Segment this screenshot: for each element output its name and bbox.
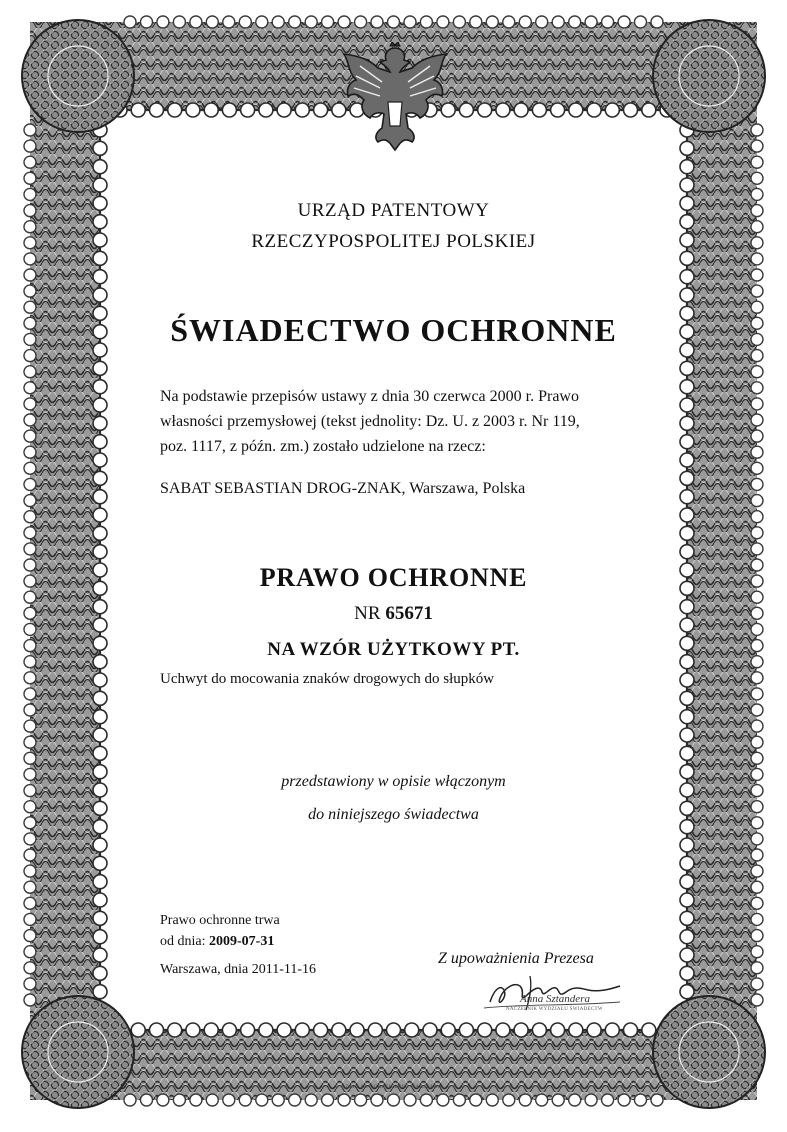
frame-scallop xyxy=(478,103,492,117)
frame-scallop xyxy=(355,1094,367,1106)
frame-scallop xyxy=(24,897,36,909)
frame-scallop xyxy=(24,350,36,362)
frame-scallop xyxy=(168,103,182,117)
frame-scallop xyxy=(24,978,36,990)
frame-scallop xyxy=(259,1023,273,1037)
frame-scallop xyxy=(150,103,164,117)
frame-scallop xyxy=(405,1023,419,1037)
frame-scallop xyxy=(651,1094,663,1106)
frame-scallop xyxy=(680,838,694,852)
frame-scallop xyxy=(24,913,36,925)
frame-scallop xyxy=(680,911,694,925)
utility-model-type: NA WZÓR UŻYTKOWY PT. xyxy=(267,639,520,660)
frame-scallop xyxy=(124,1094,136,1106)
frame-scallop xyxy=(680,985,694,999)
frame-scallop xyxy=(751,382,763,394)
frame-scallop xyxy=(93,875,107,889)
frame-scallop xyxy=(368,1023,382,1037)
frame-scallop xyxy=(24,849,36,861)
frame-scallop xyxy=(751,881,763,893)
frame-scallop xyxy=(93,361,107,375)
frame-scallop xyxy=(24,269,36,281)
frame-scallop xyxy=(486,16,498,28)
frame-scallop xyxy=(24,478,36,490)
frame-scallop xyxy=(751,350,763,362)
frame-scallop xyxy=(751,414,763,426)
frame-scallop xyxy=(437,16,449,28)
frame-scallop xyxy=(93,178,107,192)
frame-scallop xyxy=(496,1023,510,1037)
frame-scallop xyxy=(24,140,36,152)
frame-scallop xyxy=(751,543,763,555)
frame-scallop xyxy=(751,140,763,152)
frame-scallop xyxy=(680,380,694,394)
frame-scallop xyxy=(24,688,36,700)
frame-scallop xyxy=(486,1094,498,1106)
frame-scallop xyxy=(314,1023,328,1037)
frame-scallop xyxy=(93,435,107,449)
frame-scallop xyxy=(24,430,36,442)
frame-scallop xyxy=(24,591,36,603)
duration-from-label: od dnia: xyxy=(160,934,206,949)
frame-scallop xyxy=(387,1023,401,1037)
frame-scallop xyxy=(751,994,763,1006)
frame-scallop xyxy=(350,1023,364,1037)
frame-scallop xyxy=(680,435,694,449)
right-number-value: 65671 xyxy=(385,603,433,624)
frame-scallop xyxy=(680,160,694,174)
frame-scallop xyxy=(605,1023,619,1037)
frame-scallop xyxy=(680,270,694,284)
frame-scallop xyxy=(680,948,694,962)
legal-basis-text xyxy=(160,384,640,459)
frame-scallop xyxy=(24,752,36,764)
frame-scallop xyxy=(680,251,694,265)
frame-scallop xyxy=(680,893,694,907)
certificate-title: ŚWIADECTWO OCHRONNE xyxy=(170,312,617,348)
legal-basis-line1: Na podstawie przepisów ustawy z dnia 30 czerwca 2000 r. Prawo xyxy=(160,388,579,405)
description-line2: do niniejszego świadectwa xyxy=(308,806,479,823)
frame-scallop xyxy=(24,946,36,958)
frame-scallop xyxy=(751,478,763,490)
frame-scallop xyxy=(388,16,400,28)
frame-scallop xyxy=(478,1023,492,1037)
frame-scallop xyxy=(680,930,694,944)
frame-scallop xyxy=(624,1023,638,1037)
frame-scallop xyxy=(24,462,36,474)
frame-scallop xyxy=(388,1094,400,1106)
duration-from xyxy=(160,934,274,950)
frame-scallop xyxy=(751,495,763,507)
frame-scallop xyxy=(551,1023,565,1037)
right-number-prefix: NR xyxy=(354,603,381,624)
frame-scallop xyxy=(93,856,107,870)
frame-scallop xyxy=(371,16,383,28)
frame-scallop xyxy=(24,285,36,297)
frame-scallop xyxy=(239,1094,251,1106)
frame-scallop xyxy=(272,1094,284,1106)
frame-scallop xyxy=(141,1094,153,1106)
frame-scallop xyxy=(680,398,694,412)
frame-scallop xyxy=(93,288,107,302)
frame-scallop xyxy=(569,1094,581,1106)
frame-scallop xyxy=(751,527,763,539)
frame-scallop xyxy=(24,736,36,748)
frame-scallop xyxy=(93,838,107,852)
frame-scallop xyxy=(157,16,169,28)
frame-scallop xyxy=(277,1023,291,1037)
frame-scallop xyxy=(24,623,36,635)
frame-scallop xyxy=(470,16,482,28)
frame-scallop xyxy=(751,752,763,764)
frame-scallop xyxy=(24,994,36,1006)
frame-scallop xyxy=(239,16,251,28)
frame-scallop xyxy=(93,141,107,155)
frame-scallop xyxy=(680,673,694,687)
frame-scallop xyxy=(371,1094,383,1106)
frame-scallop xyxy=(602,1094,614,1106)
frame-scallop xyxy=(618,16,630,28)
frame-scallop xyxy=(93,746,107,760)
frame-scallop xyxy=(24,833,36,845)
frame-scallop xyxy=(93,398,107,412)
frame-scallop xyxy=(277,103,291,117)
frame-scallop xyxy=(272,16,284,28)
frame-scallop xyxy=(624,103,638,117)
frame-scallop xyxy=(24,124,36,136)
frame-scallop xyxy=(437,1094,449,1106)
frame-scallop xyxy=(93,930,107,944)
frame-scallop xyxy=(680,856,694,870)
frame-scallop xyxy=(404,16,416,28)
frame-scallop xyxy=(680,471,694,485)
frame-scallop xyxy=(751,253,763,265)
utility-model-subject: Uchwyt do mocowania znaków drogowych do słupków xyxy=(160,671,495,687)
frame-scallop xyxy=(24,511,36,523)
frame-scallop xyxy=(680,966,694,980)
frame-scallop xyxy=(93,270,107,284)
frame-scallop xyxy=(536,16,548,28)
frame-scallop xyxy=(93,710,107,724)
frame-scallop xyxy=(190,16,202,28)
frame-scallop xyxy=(141,16,153,28)
frame-scallop xyxy=(519,16,531,28)
frame-scallop xyxy=(532,103,546,117)
frame-scallop xyxy=(93,526,107,540)
frame-scallop xyxy=(496,103,510,117)
frame-scallop xyxy=(24,930,36,942)
signatory-title: NACZELNIK WYDZIAŁU ŚWIADECTW xyxy=(506,1007,603,1012)
frame-scallop xyxy=(751,269,763,281)
frame-scallop xyxy=(24,865,36,877)
frame-scallop xyxy=(93,545,107,559)
frame-scallop xyxy=(751,962,763,974)
frame-scallop xyxy=(602,16,614,28)
frame-scallop xyxy=(222,103,236,117)
frame-scallop xyxy=(222,1023,236,1037)
frame-scallop xyxy=(751,946,763,958)
frame-scallop xyxy=(751,833,763,845)
frame-scallop xyxy=(206,16,218,28)
frame-scallop xyxy=(93,453,107,467)
frame-scallop xyxy=(569,16,581,28)
frame-scallop xyxy=(93,416,107,430)
frame-scallop xyxy=(751,430,763,442)
frame-scallop xyxy=(751,366,763,378)
frame-scallop xyxy=(751,124,763,136)
frame-scallop xyxy=(514,103,528,117)
frame-scallop xyxy=(131,103,145,117)
frame-scallop xyxy=(24,253,36,265)
frame-scallop xyxy=(93,911,107,925)
frame-scallop xyxy=(305,16,317,28)
frame-scallop xyxy=(751,688,763,700)
frame-scallop xyxy=(186,1023,200,1037)
frame-scallop xyxy=(651,16,663,28)
frame-scallop xyxy=(322,1094,334,1106)
description-line1: przedstawiony w opisie włączonym xyxy=(281,773,506,790)
frame-scallop xyxy=(585,16,597,28)
frame-scallop xyxy=(24,366,36,378)
frame-scallop xyxy=(24,382,36,394)
frame-scallop xyxy=(93,490,107,504)
frame-scallop xyxy=(536,1094,548,1106)
frame-scallop xyxy=(503,16,515,28)
frame-scallop xyxy=(93,471,107,485)
frame-scallop xyxy=(173,16,185,28)
frame-scallop xyxy=(680,453,694,467)
frame-scallop xyxy=(470,1094,482,1106)
frame-scallop xyxy=(453,16,465,28)
frame-scallop xyxy=(751,913,763,925)
frame-scallop xyxy=(223,16,235,28)
frame-scallop xyxy=(355,16,367,28)
frame-scallop xyxy=(551,103,565,117)
frame-scallop xyxy=(751,865,763,877)
legal-basis-line3: poz. 1117, z późn. zm.) zostało udzielone na rzecz: xyxy=(160,438,486,455)
frame-scallop xyxy=(642,1023,656,1037)
frame-scallop xyxy=(131,1023,145,1037)
frame-scallop xyxy=(751,285,763,297)
white-eagle-emblem-icon xyxy=(330,42,460,152)
frame-scallop xyxy=(24,527,36,539)
frame-scallop xyxy=(157,1094,169,1106)
frame-scallop xyxy=(552,1094,564,1106)
frame-scallop xyxy=(635,16,647,28)
frame-scallop xyxy=(585,1094,597,1106)
frame-scallop xyxy=(204,1023,218,1037)
frame-scallop xyxy=(24,188,36,200)
protection-right-title: PRAWO OCHRONNE xyxy=(259,563,528,592)
frame-scallop xyxy=(93,160,107,174)
frame-scallop xyxy=(680,691,694,705)
frame-scallop xyxy=(751,704,763,716)
frame-scallop xyxy=(186,103,200,117)
frame-scallop xyxy=(552,16,564,28)
frame-scallop xyxy=(256,1094,268,1106)
frame-scallop xyxy=(332,1023,346,1037)
frame-scallop xyxy=(24,720,36,732)
frame-scallop xyxy=(751,398,763,410)
frame-scallop xyxy=(642,103,656,117)
frame-scallop xyxy=(241,1023,255,1037)
frame-scallop xyxy=(338,1094,350,1106)
frame-scallop xyxy=(420,1094,432,1106)
frame-scallop xyxy=(24,543,36,555)
frame-scallop xyxy=(618,1094,630,1106)
frame-scallop xyxy=(751,462,763,474)
printer-imprint: ZAKŁADY GRAFICZNE • WARSZAWA xyxy=(345,1085,442,1090)
frame-scallop xyxy=(173,1094,185,1106)
right-holder: SABAT SEBASTIAN DROG-ZNAK, Warszawa, Polska xyxy=(160,480,526,497)
frame-scallop xyxy=(459,103,473,117)
frame-scallop xyxy=(680,508,694,522)
frame-scallop xyxy=(93,673,107,687)
authority-line: Z upoważnienia Prezesa xyxy=(438,950,594,967)
frame-scallop xyxy=(93,251,107,265)
frame-scallop xyxy=(635,1094,647,1106)
frame-scallop xyxy=(24,962,36,974)
duration-label: Prawo ochronne trwa xyxy=(160,913,280,928)
frame-scallop xyxy=(514,1023,528,1037)
signatory-name: Anna Sztandera xyxy=(520,993,590,1005)
frame-scallop xyxy=(751,849,763,861)
frame-scallop xyxy=(441,1023,455,1037)
frame-scallop xyxy=(168,1023,182,1037)
frame-scallop xyxy=(751,672,763,684)
frame-scallop xyxy=(24,398,36,410)
frame-scallop xyxy=(751,446,763,458)
frame-scallop xyxy=(93,948,107,962)
frame-scallop xyxy=(24,672,36,684)
frame-scallop xyxy=(295,103,309,117)
place-and-date: Warszawa, dnia 2011-11-16 xyxy=(160,962,317,977)
frame-scallop xyxy=(24,446,36,458)
frame-scallop xyxy=(680,526,694,540)
frame-scallop xyxy=(150,1023,164,1037)
frame-scallop xyxy=(93,728,107,742)
frame-scallop xyxy=(453,1094,465,1106)
frame-scallop xyxy=(680,416,694,430)
frame-scallop xyxy=(295,1023,309,1037)
frame-scallop xyxy=(680,178,694,192)
frame-scallop xyxy=(24,172,36,184)
frame-scallop xyxy=(24,156,36,168)
frame-scallop xyxy=(680,490,694,504)
frame-scallop xyxy=(24,414,36,426)
frame-scallop xyxy=(680,746,694,760)
frame-scallop xyxy=(223,1094,235,1106)
frame-scallop xyxy=(751,930,763,942)
frame-scallop xyxy=(93,691,107,705)
frame-scallop xyxy=(587,103,601,117)
frame-scallop xyxy=(680,361,694,375)
frame-scallop xyxy=(93,893,107,907)
frame-scallop xyxy=(289,1094,301,1106)
frame-scallop xyxy=(751,720,763,732)
frame-scallop xyxy=(751,591,763,603)
frame-scallop xyxy=(751,978,763,990)
frame-scallop xyxy=(459,1023,473,1037)
frame-scallop xyxy=(124,16,136,28)
frame-scallop xyxy=(305,1094,317,1106)
frame-scallop xyxy=(680,288,694,302)
frame-scallop xyxy=(680,875,694,889)
frame-scallop xyxy=(751,897,763,909)
frame-scallop xyxy=(420,16,432,28)
frame-scallop xyxy=(289,16,301,28)
frame-scallop xyxy=(404,1094,416,1106)
office-name-line1: URZĄD PATENTOWY xyxy=(297,200,490,221)
frame-scallop xyxy=(190,1094,202,1106)
frame-scallop xyxy=(680,545,694,559)
frame-scallop xyxy=(93,380,107,394)
frame-scallop xyxy=(256,16,268,28)
legal-basis-line2: własności przemysłowej (tekst jednolity: Dz. U. z 2003 r. Nr 119, xyxy=(160,413,580,430)
frame-scallop xyxy=(751,188,763,200)
frame-scallop xyxy=(569,1023,583,1037)
frame-scallop xyxy=(322,16,334,28)
frame-scallop xyxy=(605,103,619,117)
frame-scallop xyxy=(503,1094,515,1106)
frame-scallop xyxy=(24,495,36,507)
frame-scallop xyxy=(204,103,218,117)
frame-scallop xyxy=(423,1023,437,1037)
right-number xyxy=(0,603,787,625)
frame-scallop xyxy=(680,728,694,742)
frame-scallop xyxy=(93,966,107,980)
frame-scallop xyxy=(751,156,763,168)
frame-scallop xyxy=(93,985,107,999)
frame-scallop xyxy=(206,1094,218,1106)
frame-scallop xyxy=(680,141,694,155)
office-name-line2: RZECZYPOSPOLITEJ POLSKIEJ xyxy=(251,231,536,252)
duration-from-date: 2009-07-31 xyxy=(209,934,275,949)
frame-scallop xyxy=(680,710,694,724)
frame-scallop xyxy=(259,103,273,117)
frame-scallop xyxy=(24,704,36,716)
frame-scallop xyxy=(93,508,107,522)
frame-scallop xyxy=(569,103,583,117)
frame-scallop xyxy=(587,1023,601,1037)
frame-scallop xyxy=(532,1023,546,1037)
frame-scallop xyxy=(751,623,763,635)
frame-scallop xyxy=(751,172,763,184)
frame-scallop xyxy=(314,103,328,117)
frame-scallop xyxy=(241,103,255,117)
frame-scallop xyxy=(24,881,36,893)
frame-scallop xyxy=(338,16,350,28)
frame-scallop xyxy=(519,1094,531,1106)
frame-scallop xyxy=(751,511,763,523)
frame-scallop xyxy=(751,736,763,748)
